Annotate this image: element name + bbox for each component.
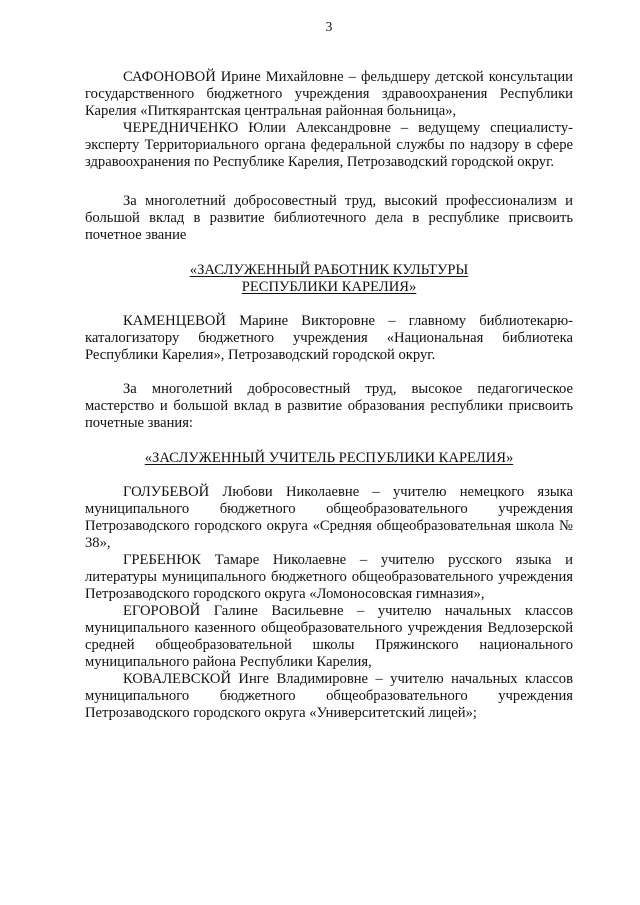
title-honored-teacher: [85, 450, 573, 467]
intro-paragraph-culture: За многолетний добросовестный труд, высокий профессионализм и большой вклад в развитие библиотечного дела в республике присвоить почетное звание: [85, 193, 573, 243]
page-number: 3: [325, 19, 333, 34]
award-paragraph-cherednichenko: ЧЕРЕДНИЧЕНКО Юлии Александровне – ведущему специалисту-эксперту Территориального органа федеральной службы по надзору в сфере здравоохранения по Республике Карелия, Петрозаводский городской округ.: [85, 120, 573, 170]
award-paragraph-safonova: САФОНОВОЙ Ирине Михайловне – фельдшеру детской консультации государственного бюджетного учреждения здравоохранения Республики Карелия «Питкярантская центральная районная больница»,: [85, 69, 573, 119]
title-honored-culture-worker: [85, 262, 573, 296]
award-paragraph-golubeva: ГОЛУБЕВОЙ Любови Николаевне – учителю немецкого языка муниципального бюджетного общеобразовательного учреждения Петрозаводского городского округа «Средняя общеобразовательная школа № 38»,: [85, 484, 573, 551]
award-paragraph-kovalevskaya: КОВАЛЕВСКОЙ Инге Владимировне – учителю начальных классов муниципального бюджетного общеобразовательного учреждения Петрозаводского городского округа «Университетский лицей»;: [85, 671, 573, 721]
title-teacher-line: «ЗАСЛУЖЕННЫЙ УЧИТЕЛЬ РЕСПУБЛИКИ КАРЕЛИЯ»: [144, 450, 514, 466]
award-paragraph-grebenyuk: ГРЕБЕНЮК Тамаре Николаевне – учителю русского языка и литературы муниципального бюджетного общеобразовательного учреждения Петрозаводского городского округа «Ломоносовская гимназия»,: [85, 552, 573, 602]
intro-paragraph-teacher: За многолетний добросовестный труд, высокое педагогическое мастерство и большой вклад в развитие образования республики присвоить почетные звания:: [85, 381, 573, 431]
award-paragraph-egorova: ЕГОРОВОЙ Галине Васильевне – учителю начальных классов муниципального казенного общеобразовательного учреждения Ведлозерской средней общеобразовательной школы Пряжинского национального муниципального района Республики Карелия,: [85, 603, 573, 670]
award-paragraph-kamentseva: КАМЕНЦЕВОЙ Марине Викторовне – главному библиотекарю-каталогизатору бюджетного учреждения «Национальная библиотека Республики Карелия», Петрозаводский городской округ.: [85, 313, 573, 363]
title-line-2: РЕСПУБЛИКИ КАРЕЛИЯ»: [241, 279, 417, 295]
title-line-1: «ЗАСЛУЖЕННЫЙ РАБОТНИК КУЛЬТУРЫ: [189, 262, 469, 278]
